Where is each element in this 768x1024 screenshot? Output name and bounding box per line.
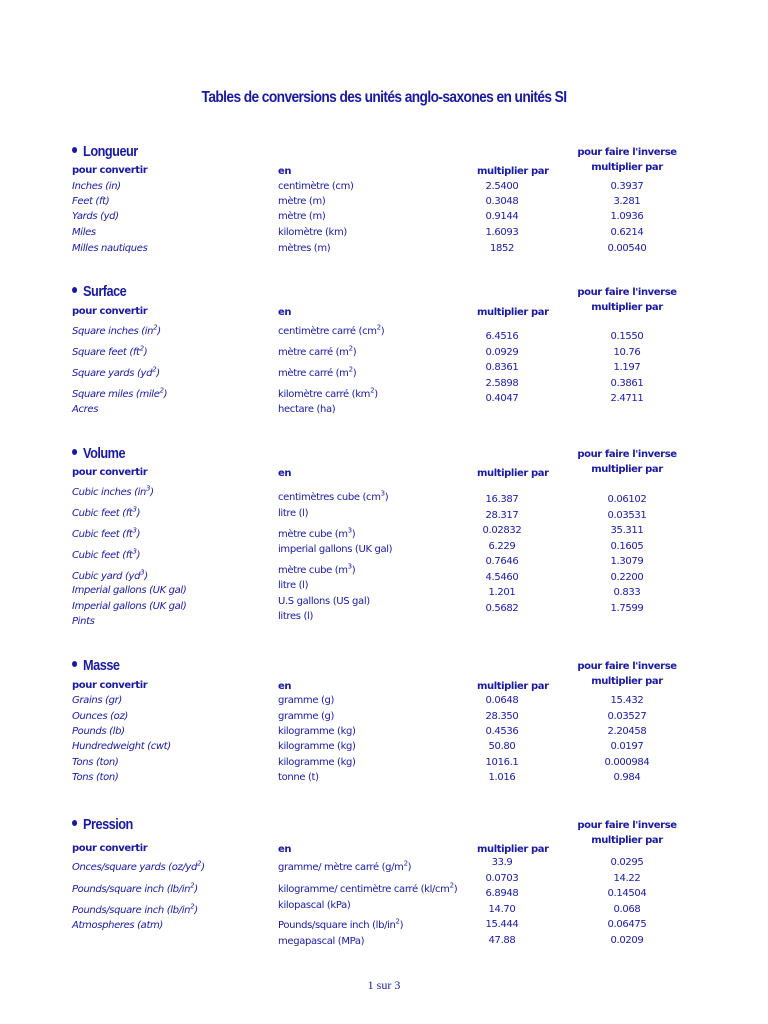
unit-to: gramme (g) bbox=[278, 711, 335, 722]
unit-to: gramme (g) bbox=[278, 695, 335, 706]
multiplier-value: 6.8948 bbox=[485, 888, 519, 899]
column-header-from: pour convertir bbox=[72, 680, 148, 691]
unit-from: Cubic yard $(yd^3)$ bbox=[72, 568, 148, 582]
inverse-multiplier-value: 3.281 bbox=[613, 196, 641, 207]
inverse-multiplier-value: 2.20458 bbox=[607, 726, 647, 737]
bullet-icon bbox=[72, 287, 77, 293]
inverse-multiplier-value: 0.000984 bbox=[604, 757, 650, 768]
page-number: 1 sur 3 bbox=[367, 978, 401, 992]
multiplier-value: 33.9 bbox=[491, 857, 513, 868]
inverse-multiplier-value: 0.1605 bbox=[610, 541, 644, 552]
inverse-header: pour faire l'inverse multiplier par bbox=[577, 449, 677, 475]
unit-to: mètres (m) bbox=[278, 243, 331, 254]
inverse-header: pour faire l'inverse multiplier par bbox=[577, 820, 677, 846]
inverse-multiplier-value: 0.2200 bbox=[610, 572, 644, 583]
multiplier-value: 0.8361 bbox=[485, 362, 519, 373]
unit-to: kilopascal (kPa) bbox=[278, 900, 351, 911]
column-header-multiplier: multiplier par bbox=[477, 307, 549, 318]
bullet-icon bbox=[72, 147, 77, 153]
column-header-from: pour convertir bbox=[72, 467, 148, 478]
multiplier-value: 1016.1 bbox=[485, 757, 519, 768]
multiplier-value: 0.0703 bbox=[485, 873, 519, 884]
bullet-icon bbox=[72, 449, 77, 455]
inverse-multiplier-value: 0.3937 bbox=[610, 181, 644, 192]
column-header-to: en bbox=[278, 307, 292, 318]
multiplier-value: 2.5898 bbox=[485, 378, 519, 389]
column-header-from: pour convertir bbox=[72, 843, 148, 854]
inverse-multiplier-value: 0.06102 bbox=[607, 494, 647, 505]
multiplier-value: 1.201 bbox=[488, 587, 516, 598]
bullet-icon bbox=[72, 661, 77, 667]
inverse-multiplier-value: 1.3079 bbox=[610, 556, 644, 567]
unit-from: Tons (ton) bbox=[72, 772, 119, 783]
unit-from: Cubic inches $(in^3)$ bbox=[72, 484, 154, 498]
inverse-multiplier-value: 1.197 bbox=[613, 362, 641, 373]
unit-from: Atmospheres (atm) bbox=[72, 920, 163, 931]
unit-to: centimètre (cm) bbox=[278, 181, 354, 192]
multiplier-value: 6.4516 bbox=[485, 331, 519, 342]
unit-to: centimètres cube $(cm^3)$ bbox=[278, 489, 389, 503]
multiplier-value: 1.6093 bbox=[485, 227, 519, 238]
inverse-multiplier-value: 0.06475 bbox=[607, 919, 647, 930]
inverse-header: pour faire l'inverse multiplier par bbox=[577, 147, 677, 173]
multiplier-value: 14.70 bbox=[488, 904, 516, 915]
column-header-multiplier: multiplier par bbox=[477, 844, 549, 855]
unit-to: mètre carré $(m^2)$ bbox=[278, 365, 357, 379]
page-title: Tables de conversions des unités anglo-saxones en unités SI bbox=[201, 89, 567, 106]
multiplier-value: 2.5400 bbox=[485, 181, 519, 192]
multiplier-value: 28.317 bbox=[485, 510, 519, 521]
multiplier-value: 0.7646 bbox=[485, 556, 519, 567]
unit-to: tonne (t) bbox=[278, 772, 319, 783]
inverse-multiplier-value: 1.7599 bbox=[610, 603, 644, 614]
unit-to: mètre (m) bbox=[278, 196, 326, 207]
section-title: Longueur bbox=[72, 143, 138, 160]
multiplier-value: 50.80 bbox=[488, 741, 516, 752]
unit-from: Pounds/square inch $(lb/in^2)$ bbox=[72, 881, 198, 895]
unit-from: Yards (yd) bbox=[72, 211, 119, 222]
inverse-multiplier-value: 0.14504 bbox=[607, 888, 647, 899]
column-header-to: en bbox=[278, 681, 292, 692]
column-header-multiplier: multiplier par bbox=[477, 468, 549, 479]
unit-from: Square miles (mile$^2$) bbox=[72, 386, 168, 400]
multiplier-value: 1852 bbox=[489, 243, 515, 254]
unit-from: Square yards $(yd^2)$ bbox=[72, 365, 160, 379]
inverse-multiplier-value: 0.03531 bbox=[607, 510, 647, 521]
multiplier-value: 6.229 bbox=[488, 541, 516, 552]
multiplier-value: 4.5460 bbox=[485, 572, 519, 583]
multiplier-value: 0.02832 bbox=[482, 525, 522, 536]
multiplier-value: 47.88 bbox=[488, 935, 516, 946]
unit-to: litre (l) bbox=[278, 580, 309, 591]
inverse-multiplier-value: 0.833 bbox=[613, 587, 641, 598]
unit-to: litres (l) bbox=[278, 611, 313, 622]
unit-from: Square inches $(in^2)$ bbox=[72, 323, 161, 337]
unit-from: Pints bbox=[72, 616, 95, 627]
unit-to: mètre cube $(m^3)$ bbox=[278, 526, 356, 540]
unit-from: Feet (ft) bbox=[72, 196, 110, 207]
multiplier-value: 0.0929 bbox=[485, 347, 519, 358]
unit-to: Pounds/square inch $(lb/in^2)$ bbox=[278, 917, 404, 931]
column-header-to: en bbox=[278, 468, 292, 479]
multiplier-value: 16.387 bbox=[485, 494, 519, 505]
unit-to: kilogramme/ centimètre carré $(kl/cm^2)$ bbox=[278, 881, 458, 895]
column-header-multiplier: multiplier par bbox=[477, 166, 549, 177]
column-header-from: pour convertir bbox=[72, 306, 148, 317]
unit-to: mètre carré $(m^2)$ bbox=[278, 344, 357, 358]
unit-to: kilomètre carré $(km^2)$ bbox=[278, 386, 378, 400]
section-title: Pression bbox=[72, 816, 133, 833]
unit-from: Square feet $(ft^2)$ bbox=[72, 344, 148, 358]
unit-to: hectare (ha) bbox=[278, 404, 336, 415]
multiplier-value: 0.0648 bbox=[485, 695, 519, 706]
unit-from: Cubic feet $(ft^3)$ bbox=[72, 547, 141, 561]
column-header-from: pour convertir bbox=[72, 165, 148, 176]
section-title: Surface bbox=[72, 283, 126, 300]
multiplier-value: 0.5682 bbox=[485, 603, 519, 614]
unit-to: U.S gallons (US gal) bbox=[278, 596, 370, 607]
inverse-multiplier-value: 15.432 bbox=[610, 695, 644, 706]
unit-to: kilogramme (kg) bbox=[278, 741, 356, 752]
multiplier-value: 0.4047 bbox=[485, 393, 519, 404]
unit-from: Imperial gallons (UK gal) bbox=[72, 585, 187, 596]
unit-to: centimètre carré $(cm^2)$ bbox=[278, 323, 385, 337]
column-header-multiplier: multiplier par bbox=[477, 681, 549, 692]
unit-from: Pounds/square inch $(lb/in^2)$ bbox=[72, 902, 198, 916]
unit-from: Inches (in) bbox=[72, 181, 121, 192]
inverse-multiplier-value: 2.4711 bbox=[610, 393, 644, 404]
unit-to: mètre cube $(m^3)$ bbox=[278, 562, 356, 576]
unit-to: kilogramme (kg) bbox=[278, 757, 356, 768]
inverse-multiplier-value: 35.311 bbox=[610, 525, 644, 536]
inverse-header: pour faire l'inverse multiplier par bbox=[577, 287, 677, 313]
unit-to: kilomètre (km) bbox=[278, 227, 347, 238]
unit-from: Onces/square yards $(oz/yd^2)$ bbox=[72, 859, 205, 873]
unit-from: Acres bbox=[72, 404, 99, 415]
inverse-multiplier-value: 0.1550 bbox=[610, 331, 644, 342]
inverse-header: pour faire l'inverse multiplier par bbox=[577, 661, 677, 687]
inverse-multiplier-value: 1.0936 bbox=[610, 211, 644, 222]
column-header-to: en bbox=[278, 166, 292, 177]
multiplier-value: 0.9144 bbox=[485, 211, 519, 222]
inverse-multiplier-value: 0.068 bbox=[613, 904, 641, 915]
multiplier-value: 1.016 bbox=[488, 772, 516, 783]
unit-from: Cubic feet $(ft^3)$ bbox=[72, 526, 141, 540]
inverse-multiplier-value: 0.6214 bbox=[610, 227, 644, 238]
unit-to: litre (l) bbox=[278, 508, 309, 519]
unit-from: Cubic feet $(ft^3)$ bbox=[72, 505, 141, 519]
unit-to: mètre (m) bbox=[278, 211, 326, 222]
inverse-multiplier-value: 14.22 bbox=[613, 873, 641, 884]
unit-to: kilogramme (kg) bbox=[278, 726, 356, 737]
bullet-icon bbox=[72, 820, 77, 826]
inverse-multiplier-value: 0.0197 bbox=[610, 741, 644, 752]
inverse-multiplier-value: 0.0209 bbox=[610, 935, 644, 946]
multiplier-value: 0.4536 bbox=[485, 726, 519, 737]
inverse-multiplier-value: 0.03527 bbox=[607, 711, 647, 722]
section-title: Volume bbox=[72, 445, 125, 462]
unit-from: Ounces (oz) bbox=[72, 711, 128, 722]
multiplier-value: 0.3048 bbox=[485, 196, 519, 207]
inverse-multiplier-value: 0.3861 bbox=[610, 378, 644, 389]
inverse-multiplier-value: 10.76 bbox=[613, 347, 641, 358]
unit-to: megapascal (MPa) bbox=[278, 936, 365, 947]
unit-from: Miles bbox=[72, 227, 96, 238]
section-title: Masse bbox=[72, 657, 119, 674]
unit-to: gramme/ mètre carré $(g/m^2)$ bbox=[278, 859, 412, 873]
inverse-multiplier-value: 0.0295 bbox=[610, 857, 644, 868]
column-header-to: en bbox=[278, 844, 292, 855]
multiplier-value: 28.350 bbox=[485, 711, 519, 722]
unit-from: Imperial gallons (UK gal) bbox=[72, 601, 187, 612]
unit-from: Hundredweight (cwt) bbox=[72, 741, 171, 752]
unit-from: Milles nautiques bbox=[72, 243, 148, 254]
unit-from: Grains (gr) bbox=[72, 695, 122, 706]
inverse-multiplier-value: 0.984 bbox=[613, 772, 641, 783]
unit-to: imperial gallons (UK gal) bbox=[278, 544, 393, 555]
multiplier-value: 15.444 bbox=[485, 919, 519, 930]
unit-from: Pounds (lb) bbox=[72, 726, 125, 737]
inverse-multiplier-value: 0.00540 bbox=[607, 243, 647, 254]
unit-from: Tons (ton) bbox=[72, 757, 119, 768]
